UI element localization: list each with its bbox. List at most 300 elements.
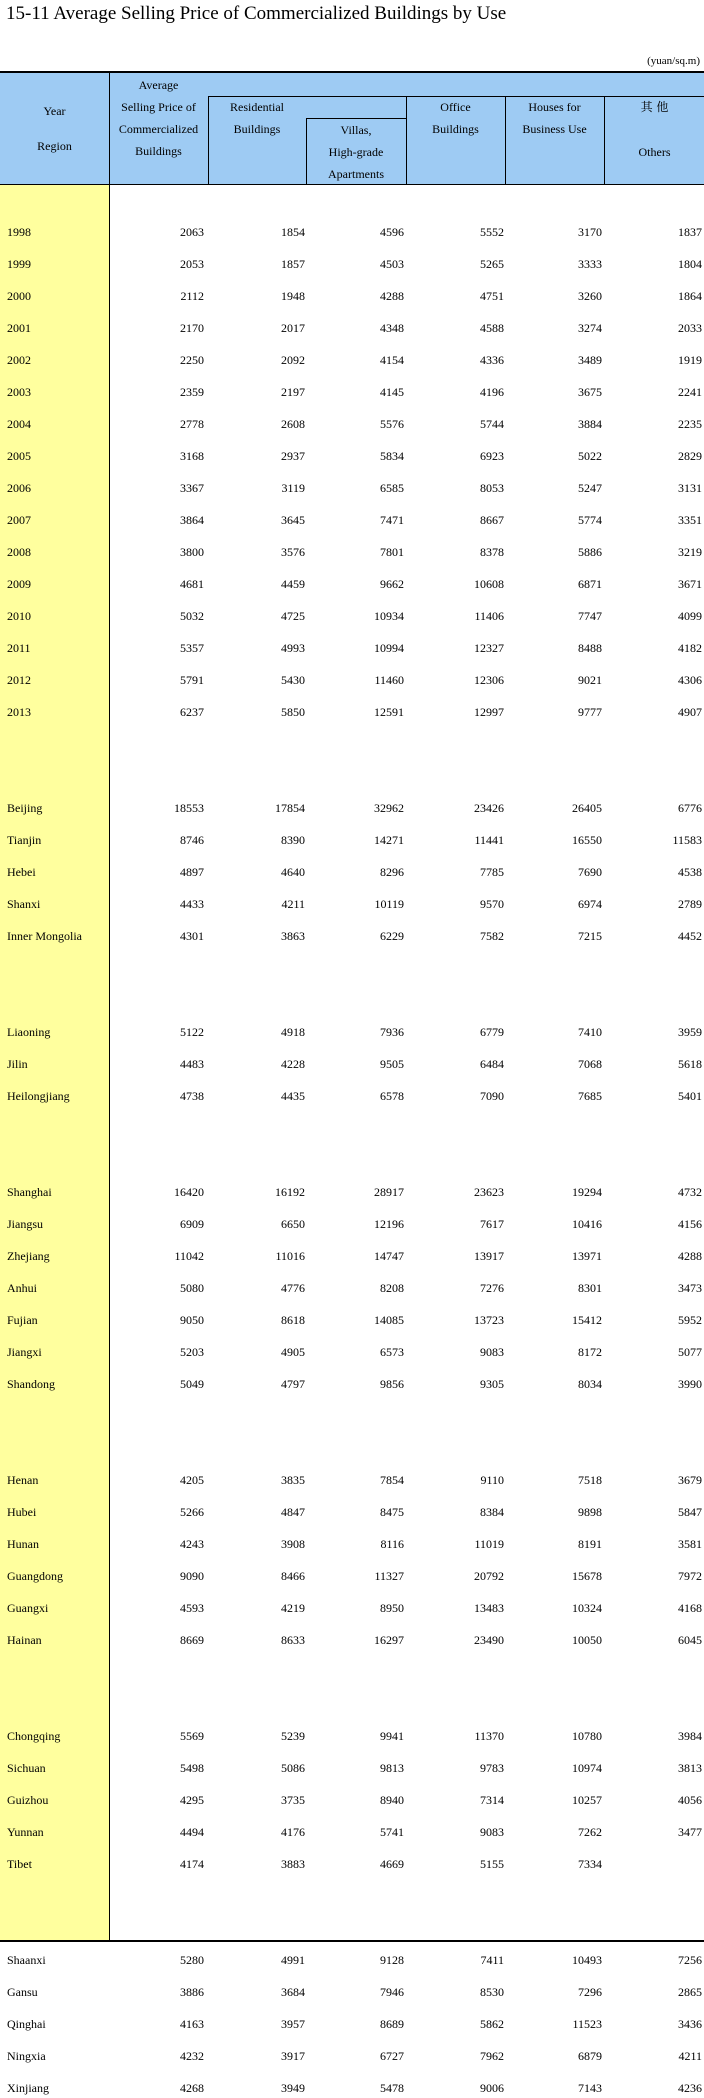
row-label: Yunnan [7, 1825, 44, 1839]
table-cell: 11019 [474, 1537, 504, 1551]
table-row [0, 1854, 704, 1874]
table-cell: 2235 [678, 417, 702, 431]
table-cell: 10780 [572, 1729, 602, 1743]
table-cell: 7068 [578, 1057, 602, 1071]
table-cell: 8053 [480, 481, 504, 495]
table-cell: 8689 [380, 2017, 404, 2031]
table-cell: 4295 [180, 1793, 204, 1807]
table-cell: 3219 [678, 545, 702, 559]
table-cell: 6045 [678, 1633, 702, 1647]
row-label: Gansu [7, 1985, 38, 1999]
table-cell: 6229 [380, 929, 404, 943]
table-cell: 10994 [374, 641, 404, 655]
table-cell: 15678 [572, 1569, 602, 1583]
table-row [0, 1342, 704, 1362]
table-cell: 4145 [380, 385, 404, 399]
table-cell: 16297 [374, 1633, 404, 1647]
table-cell: 3886 [180, 1985, 204, 1999]
table-cell: 9856 [380, 1377, 404, 1391]
table-row [0, 638, 704, 658]
table-cell: 4847 [281, 1505, 305, 1519]
table-cell: 6871 [578, 577, 602, 591]
table-cell: 2865 [678, 1985, 702, 1999]
table-row [0, 1502, 704, 1522]
row-label: 2013 [7, 705, 31, 719]
table-cell: 4268 [180, 2081, 204, 2095]
table-cell: 9021 [578, 673, 602, 687]
table-cell: 4168 [678, 1601, 702, 1615]
table-cell: 9083 [480, 1825, 504, 1839]
row-label: Anhui [7, 1281, 37, 1295]
row-label: 1998 [7, 225, 31, 239]
table-cell: 8034 [578, 1377, 602, 1391]
table-cell: 4907 [678, 705, 702, 719]
table-cell: 4725 [281, 609, 305, 623]
table-cell: 4494 [180, 1825, 204, 1839]
table-cell: 5850 [281, 705, 305, 719]
table-cell: 11460 [374, 673, 404, 687]
table-cell: 5080 [180, 1281, 204, 1295]
table-cell: 17854 [275, 801, 305, 815]
table-cell: 10119 [374, 897, 404, 911]
table-cell: 8746 [180, 833, 204, 847]
table-cell: 4232 [180, 2049, 204, 2063]
table-cell: 8667 [480, 513, 504, 527]
row-label: Ningxia [7, 2049, 46, 2063]
table-cell: 1857 [281, 257, 305, 271]
table-cell: 7785 [480, 865, 504, 879]
table-cell: 3436 [678, 2017, 702, 2031]
row-label: Beijing [7, 801, 43, 815]
table-row [0, 894, 704, 914]
header-others-chinese: 其 他 [640, 100, 669, 114]
table-cell: 8191 [578, 1537, 602, 1551]
table-cell: 7946 [380, 1985, 404, 1999]
table-cell: 3679 [678, 1473, 702, 1487]
table-cell: 7256 [678, 1953, 702, 1967]
row-label: Guangxi [7, 1601, 49, 1615]
table-row [0, 1790, 704, 1810]
row-label: Xinjiang [7, 2081, 49, 2095]
row-label: Guangdong [7, 1569, 63, 1583]
header-average-line: Selling Price of [121, 100, 196, 114]
table-row [0, 1758, 704, 1778]
table-cell: 23426 [474, 801, 504, 815]
table-cell: 2608 [281, 417, 305, 431]
table-cell: 26405 [572, 801, 602, 815]
table-cell: 16420 [174, 1185, 204, 1199]
table-cell: 19294 [572, 1185, 602, 1199]
header-average-price [109, 74, 208, 162]
table-cell: 3883 [281, 1857, 305, 1871]
table-row [0, 1182, 704, 1202]
table-cell: 6923 [480, 449, 504, 463]
table-cell: 5576 [380, 417, 404, 431]
table-row [0, 1630, 704, 1650]
table-cell: 6585 [380, 481, 404, 495]
table-cell: 5774 [578, 513, 602, 527]
table-cell: 8296 [380, 865, 404, 879]
table-cell: 2937 [281, 449, 305, 463]
table-cell: 4669 [380, 1857, 404, 1871]
table-row [0, 1214, 704, 1234]
header-others: Others [638, 145, 671, 159]
row-label: Hainan [7, 1633, 42, 1647]
table-row [0, 1278, 704, 1298]
table-row [0, 478, 704, 498]
table-cell: 5430 [281, 673, 305, 687]
table-cell: 3675 [578, 385, 602, 399]
table-cell: 5862 [480, 2017, 504, 2031]
table-cell: 15412 [572, 1313, 602, 1327]
table-cell: 3576 [281, 545, 305, 559]
table-row [0, 446, 704, 466]
table-cell: 4196 [480, 385, 504, 399]
table-cell: 7314 [480, 1793, 504, 1807]
table-cell: 9083 [480, 1345, 504, 1359]
row-label: 2002 [7, 353, 31, 367]
table-cell: 3864 [180, 513, 204, 527]
table-cell: 7262 [578, 1825, 602, 1839]
table-cell: 4483 [180, 1057, 204, 1071]
table-row [0, 1374, 704, 1394]
table-cell: 5122 [180, 1025, 204, 1039]
table-row [0, 670, 704, 690]
table-cell: 3351 [678, 513, 702, 527]
table-cell: 7747 [578, 609, 602, 623]
table-cell: 3917 [281, 2049, 305, 2063]
table-cell: 11327 [374, 1569, 404, 1583]
table-row [0, 2046, 704, 2066]
table-cell: 8384 [480, 1505, 504, 1519]
page-title: 15-11 Average Selling Price of Commercialized Buildings by Use [6, 3, 507, 24]
table-cell: 3489 [578, 353, 602, 367]
table-cell: 8940 [380, 1793, 404, 1807]
header-business-line: Houses for [528, 100, 581, 114]
table-cell: 10493 [572, 1953, 602, 1967]
table-cell: 12306 [474, 673, 504, 687]
table-cell: 9305 [480, 1377, 504, 1391]
header-residential-line: Buildings [233, 122, 281, 136]
table-cell: 4593 [180, 1601, 204, 1615]
row-label: 2004 [7, 417, 31, 431]
table-cell: 3671 [678, 577, 702, 591]
header-average-line: Commercialized [118, 122, 199, 136]
table-bottom-rule [0, 1940, 704, 1942]
table-cell: 4991 [281, 1953, 305, 1967]
table-cell: 14271 [374, 833, 404, 847]
table-cell: 11406 [474, 609, 504, 623]
table-cell: 4219 [281, 1601, 305, 1615]
table-row [0, 254, 704, 274]
header-business [505, 96, 604, 140]
row-label: Jilin [7, 1057, 28, 1071]
table-cell: 3170 [578, 225, 602, 239]
row-label: Shandong [7, 1377, 55, 1391]
row-label: 2008 [7, 545, 31, 559]
table-cell: 3800 [180, 545, 204, 559]
table-cell: 7582 [480, 929, 504, 943]
table-cell: 9050 [180, 1313, 204, 1327]
table-cell: 5886 [578, 545, 602, 559]
table-cell: 6484 [480, 1057, 504, 1071]
unit-label: (yuan/sq.m) [647, 55, 700, 67]
table-cell: 2053 [180, 257, 204, 271]
table-cell: 4288 [380, 289, 404, 303]
table-row [0, 318, 704, 338]
table-cell: 4348 [380, 321, 404, 335]
table-cell: 4306 [678, 673, 702, 687]
table-cell: 7972 [678, 1569, 702, 1583]
table-cell: 4176 [281, 1825, 305, 1839]
table-cell: 6578 [380, 1089, 404, 1103]
table-cell: 6776 [678, 801, 702, 815]
table-cell: 5791 [180, 673, 204, 687]
table-cell: 2778 [180, 417, 204, 431]
table-row [0, 2078, 704, 2098]
table-cell: 7334 [578, 1857, 602, 1871]
table-cell: 7143 [578, 2081, 602, 2095]
table-cell: 14085 [374, 1313, 404, 1327]
table-cell: 7617 [480, 1217, 504, 1231]
table-cell: 3260 [578, 289, 602, 303]
row-label: Tibet [7, 1857, 32, 1871]
table-row [0, 2014, 704, 2034]
table-cell: 5401 [678, 1089, 702, 1103]
table-cell: 1854 [281, 225, 305, 239]
row-label: 2006 [7, 481, 31, 495]
table-cell: 3367 [180, 481, 204, 495]
table-cell: 5834 [380, 449, 404, 463]
table-cell: 4336 [480, 353, 504, 367]
table-cell: 4099 [678, 609, 702, 623]
table-cell: 4452 [678, 929, 702, 943]
table-cell: 4301 [180, 929, 204, 943]
table-cell: 5744 [480, 417, 504, 431]
table-row [0, 510, 704, 530]
table-cell: 6779 [480, 1025, 504, 1039]
table-cell: 3984 [678, 1729, 702, 1743]
row-label: Shaanxi [7, 1953, 46, 1967]
table-row [0, 702, 704, 722]
table-cell: 4640 [281, 865, 305, 879]
table-cell: 4228 [281, 1057, 305, 1071]
table-row [0, 414, 704, 434]
table-cell: 3835 [281, 1473, 305, 1487]
table-cell: 1919 [678, 353, 702, 367]
table-cell: 6727 [380, 2049, 404, 2063]
table-cell: 2033 [678, 321, 702, 335]
table-cell: 1837 [678, 225, 702, 239]
table-cell: 8172 [578, 1345, 602, 1359]
table-cell: 10257 [572, 1793, 602, 1807]
table-cell: 7411 [480, 1953, 504, 1967]
header-average-line: Average [138, 78, 179, 92]
table-cell: 7410 [578, 1025, 602, 1039]
table-cell: 3863 [281, 929, 305, 943]
table-cell: 2063 [180, 225, 204, 239]
row-label: Sichuan [7, 1761, 46, 1775]
table-row [0, 1598, 704, 1618]
table-cell: 5266 [180, 1505, 204, 1519]
table-cell: 16550 [572, 833, 602, 847]
table-cell: 5032 [180, 609, 204, 623]
row-label: Guizhou [7, 1793, 49, 1807]
row-label: Shanxi [7, 897, 41, 911]
table-cell: 3735 [281, 1793, 305, 1807]
row-label: Hebei [7, 865, 36, 879]
table-cell: 11370 [474, 1729, 504, 1743]
table-cell: 4056 [678, 1793, 702, 1807]
table-cell: 4156 [678, 1217, 702, 1231]
table-cell: 8378 [480, 545, 504, 559]
table-cell: 20792 [474, 1569, 504, 1583]
table-cell: 4596 [380, 225, 404, 239]
table-cell: 4681 [180, 577, 204, 591]
table-cell: 3884 [578, 417, 602, 431]
table-cell: 3274 [578, 321, 602, 335]
table-cell: 10934 [374, 609, 404, 623]
header-villas-line: High-grade [328, 145, 384, 159]
table-cell: 3957 [281, 2017, 305, 2031]
row-label: Chongqing [7, 1729, 61, 1743]
table-cell: 3473 [678, 1281, 702, 1295]
table-cell: 9813 [380, 1761, 404, 1775]
table-cell: 12196 [374, 1217, 404, 1231]
row-label: Jiangsu [7, 1217, 43, 1231]
table-cell: 4174 [180, 1857, 204, 1871]
table-cell: 4205 [180, 1473, 204, 1487]
table-cell: 5847 [678, 1505, 702, 1519]
table-cell: 9777 [578, 705, 602, 719]
table-cell: 18553 [174, 801, 204, 815]
table-row [0, 382, 704, 402]
row-label: 1999 [7, 257, 31, 271]
table-cell: 1948 [281, 289, 305, 303]
table-cell: 3477 [678, 1825, 702, 1839]
table-cell: 11583 [672, 833, 702, 847]
table-cell: 8488 [578, 641, 602, 655]
header-office [406, 96, 505, 140]
table-cell: 8669 [180, 1633, 204, 1647]
table-cell: 9006 [480, 2081, 504, 2095]
header-office-line: Buildings [432, 122, 479, 136]
table-cell: 3168 [180, 449, 204, 463]
table-cell: 2250 [180, 353, 204, 367]
table-cell: 9941 [380, 1729, 404, 1743]
table-cell: 6237 [180, 705, 204, 719]
table-cell: 4211 [281, 897, 305, 911]
table-row [0, 350, 704, 370]
table-cell: 5077 [678, 1345, 702, 1359]
table-cell: 2829 [678, 449, 702, 463]
table-cell: 4288 [678, 1249, 702, 1263]
row-label: Shanghai [7, 1185, 52, 1199]
table-cell: 6879 [578, 2049, 602, 2063]
row-label: Jiangxi [7, 1345, 42, 1359]
table-cell: 5203 [180, 1345, 204, 1359]
table-cell: 5265 [480, 257, 504, 271]
table-cell: 3959 [678, 1025, 702, 1039]
table-row [0, 1822, 704, 1842]
table-row [0, 606, 704, 626]
table-cell: 7518 [578, 1473, 602, 1487]
table-row [0, 862, 704, 882]
table-cell: 1804 [678, 257, 702, 271]
table-row [0, 222, 704, 242]
table-cell: 8950 [380, 1601, 404, 1615]
header-business-line: Business Use [522, 122, 587, 136]
row-label: Fujian [7, 1313, 38, 1327]
table-cell: 8475 [380, 1505, 404, 1519]
table-row [0, 830, 704, 850]
table-cell: 4163 [180, 2017, 204, 2031]
table-cell: 4905 [281, 1345, 305, 1359]
header-residential [208, 96, 306, 140]
row-label: 2000 [7, 289, 31, 303]
table-cell: 5741 [380, 1825, 404, 1839]
table-cell: 4459 [281, 577, 305, 591]
table-cell: 11016 [275, 1249, 305, 1263]
table-cell: 4918 [281, 1025, 305, 1039]
table-cell: 5280 [180, 1953, 204, 1967]
table-row [0, 926, 704, 946]
row-label: 2010 [7, 609, 31, 623]
table-row [0, 1726, 704, 1746]
header-office-line: Office [440, 100, 471, 114]
table-cell: 2359 [180, 385, 204, 399]
table-cell: 5022 [578, 449, 602, 463]
table-cell: 7962 [480, 2049, 504, 2063]
table-row [0, 1534, 704, 1554]
table-cell: 7936 [380, 1025, 404, 1039]
table-cell: 4243 [180, 1537, 204, 1551]
table-row [0, 542, 704, 562]
row-label: 2007 [7, 513, 31, 527]
table-cell: 3813 [678, 1761, 702, 1775]
table-cell: 4797 [281, 1377, 305, 1391]
table-cell: 4435 [281, 1089, 305, 1103]
table-cell: 12997 [474, 705, 504, 719]
table-row [0, 1246, 704, 1266]
table-cell: 3131 [678, 481, 702, 495]
table-cell: 4236 [678, 2081, 702, 2095]
table-cell: 6573 [380, 1345, 404, 1359]
header-villas-line: Villas, [340, 123, 372, 137]
table-cell: 23623 [474, 1185, 504, 1199]
table-cell: 5049 [180, 1377, 204, 1391]
row-label: Henan [7, 1473, 39, 1487]
table-cell: 5357 [180, 641, 204, 655]
table-cell: 3581 [678, 1537, 702, 1551]
table-row [0, 1086, 704, 1106]
table-cell: 9090 [180, 1569, 204, 1583]
table-cell: 1864 [678, 289, 702, 303]
table-cell: 4588 [480, 321, 504, 335]
table-cell: 4993 [281, 641, 305, 655]
table-row [0, 1054, 704, 1074]
table-cell: 7215 [578, 929, 602, 943]
table-cell: 7801 [380, 545, 404, 559]
table-cell: 10974 [572, 1761, 602, 1775]
table-cell: 9128 [380, 1953, 404, 1967]
table-cell: 10324 [572, 1601, 602, 1615]
table-row [0, 574, 704, 594]
table-cell: 12591 [374, 705, 404, 719]
header-average-line: Buildings [135, 144, 182, 158]
table-cell: 3119 [281, 481, 305, 495]
table-cell: 8208 [380, 1281, 404, 1295]
